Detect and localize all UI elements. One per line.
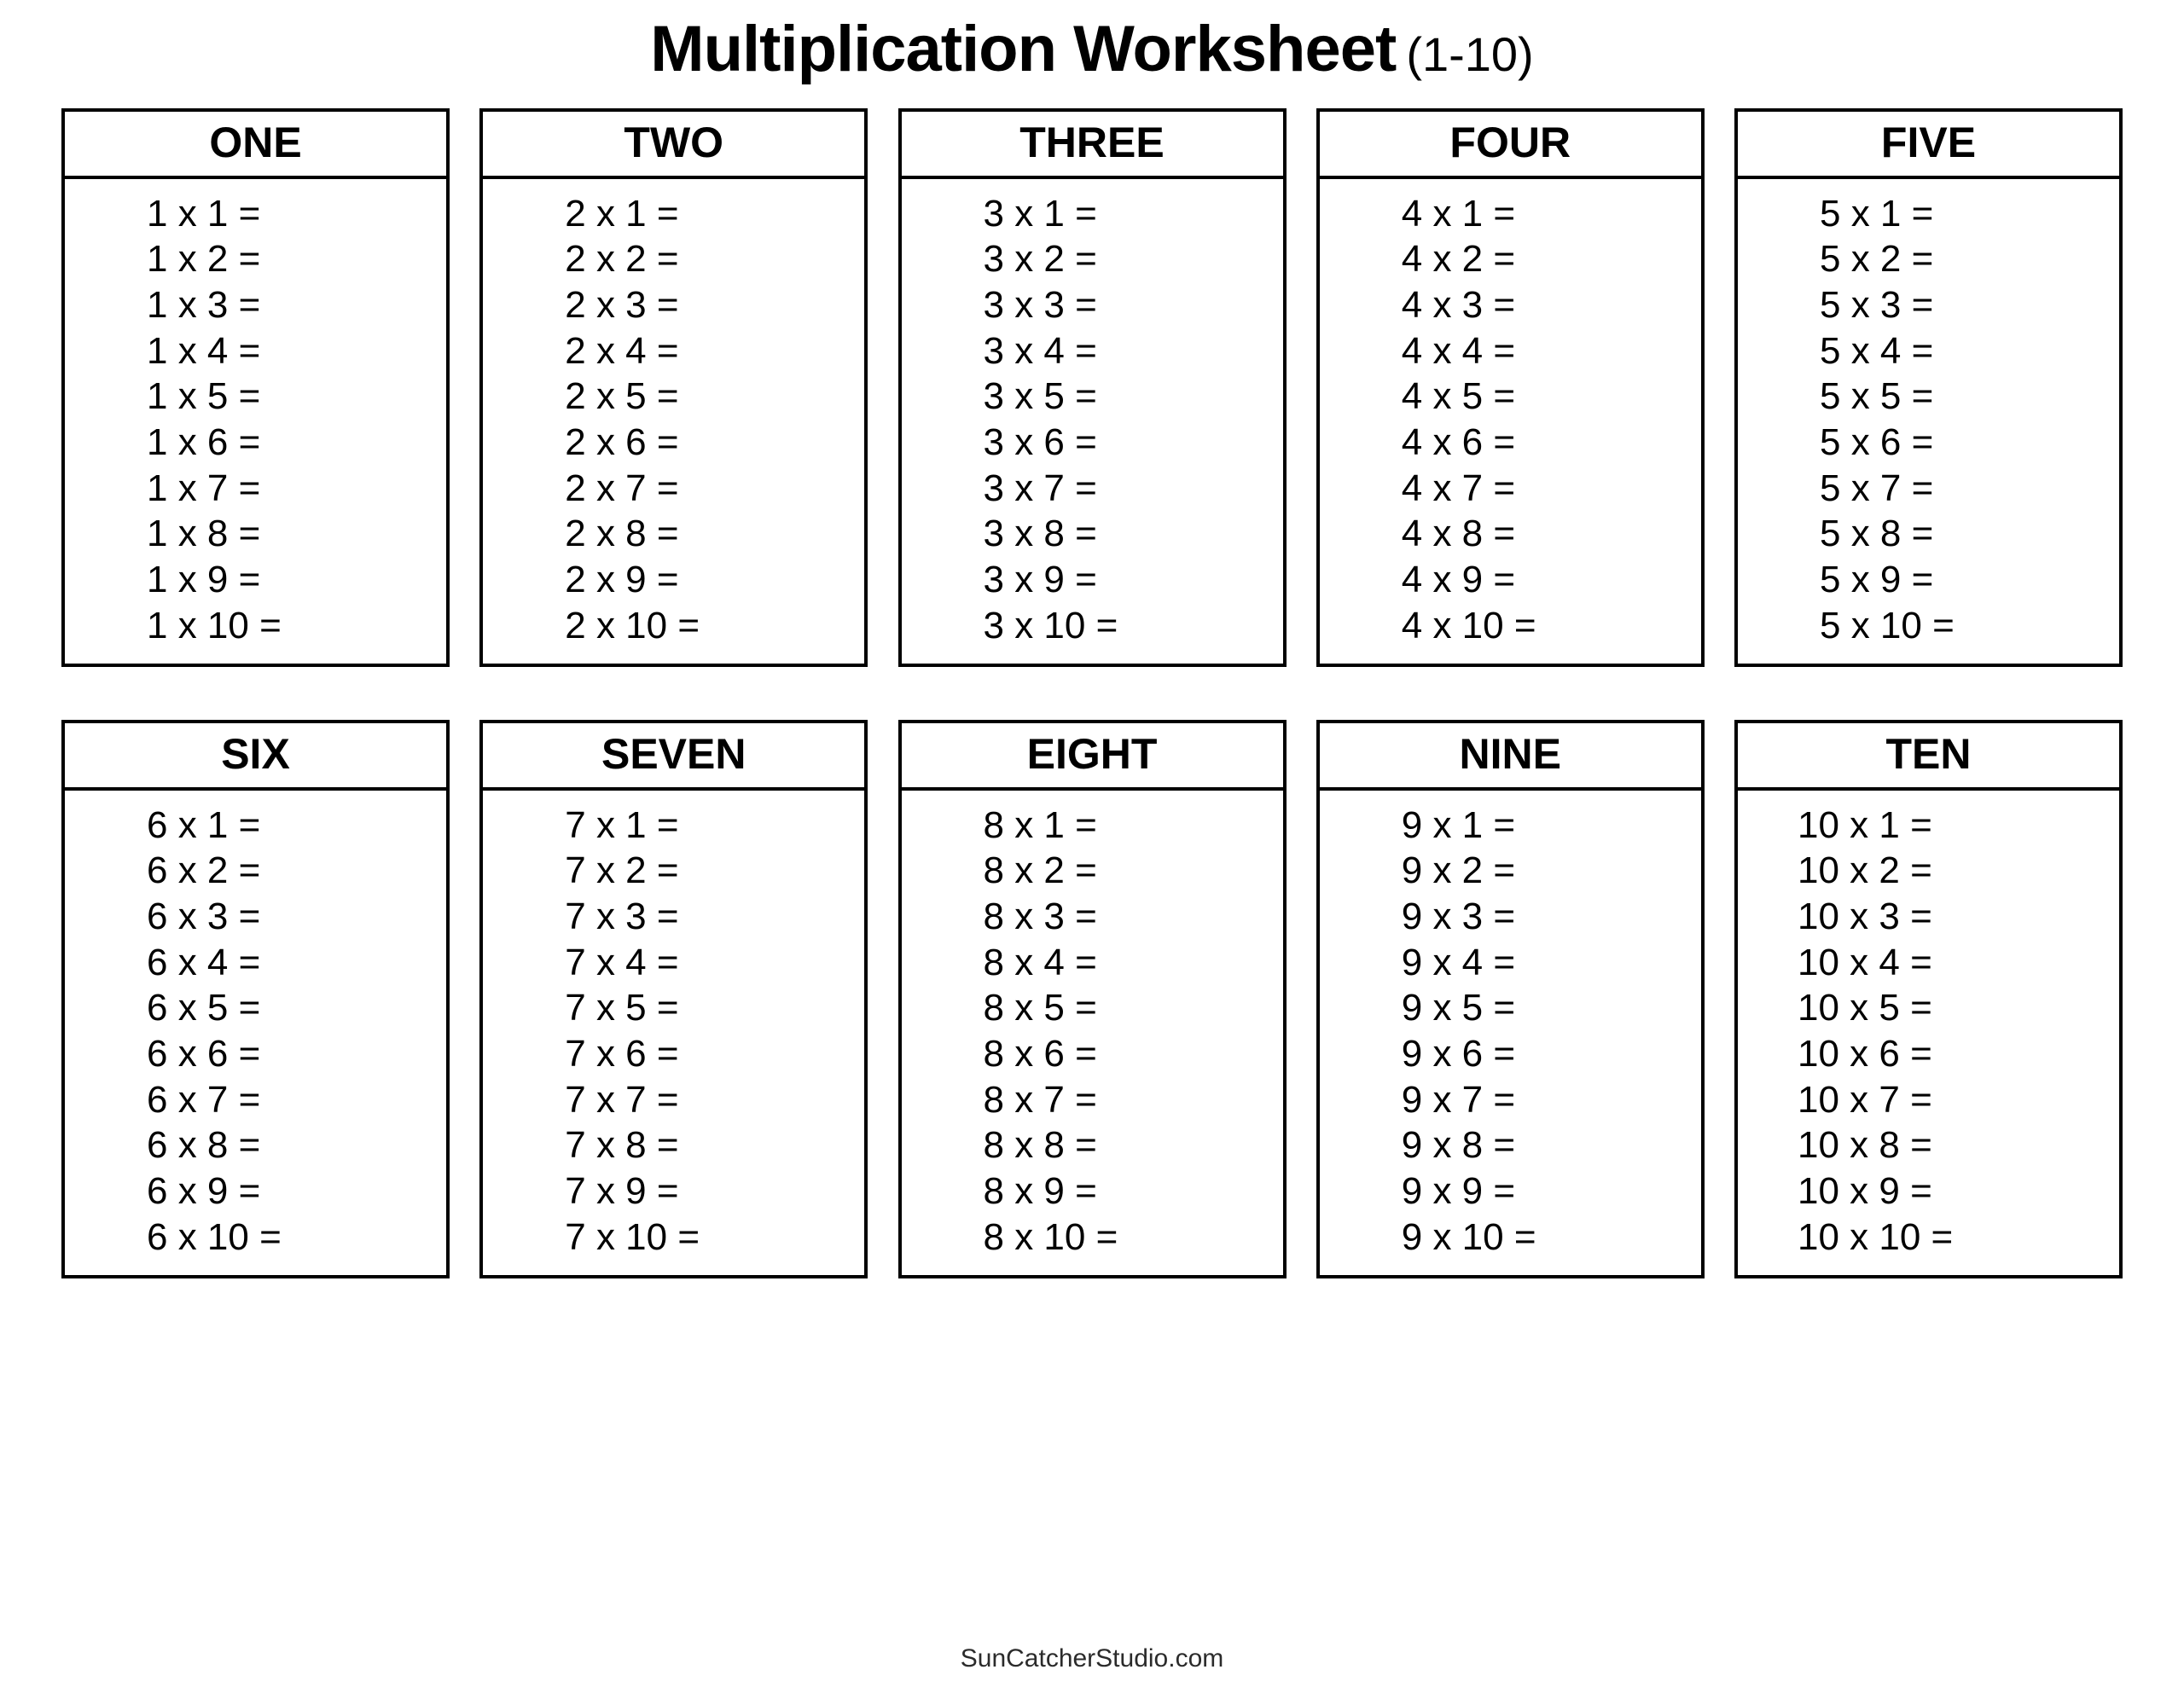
fact-row: 9 x 8 = (1401, 1124, 1516, 1167)
fact-row: 1 x 6 = (147, 420, 261, 463)
fact-row: 6 x 10 = (147, 1215, 282, 1258)
fact-row: 2 x 10 = (565, 604, 700, 646)
fact-row: 1 x 4 = (147, 329, 261, 372)
fact-row: 6 x 9 = (147, 1170, 261, 1213)
fact-row: 4 x 1 = (1401, 192, 1516, 235)
fact-row: 3 x 10 = (983, 604, 1118, 646)
fact-row: 4 x 4 = (1401, 329, 1516, 372)
fact-row: 5 x 8 = (1820, 513, 1934, 555)
fact-row: 6 x 7 = (147, 1078, 261, 1121)
fact-row: 3 x 1 = (983, 192, 1097, 235)
page-title (0, 0, 2184, 86)
fact-row: 5 x 9 = (1820, 558, 1934, 600)
fact-row: 8 x 2 = (983, 849, 1097, 892)
fact-row: 9 x 5 = (1401, 987, 1516, 1029)
table-header-nine: NINE (1320, 723, 1701, 791)
table-body-four (1320, 179, 1701, 664)
table-card-seven (479, 720, 868, 1278)
fact-row: 7 x 2 = (565, 849, 679, 892)
fact-row: 3 x 2 = (983, 238, 1097, 281)
fact-row: 7 x 7 = (565, 1078, 679, 1121)
fact-row: 4 x 5 = (1401, 375, 1516, 418)
table-card-two (479, 108, 868, 667)
table-header-seven: SEVEN (483, 723, 864, 791)
fact-row: 1 x 7 = (147, 467, 261, 509)
table-body-one (65, 179, 446, 664)
fact-row: 1 x 10 = (147, 604, 282, 646)
fact-row: 5 x 1 = (1820, 192, 1934, 235)
fact-row: 6 x 2 = (147, 849, 261, 892)
fact-row: 2 x 9 = (565, 558, 679, 600)
page-title-main: Multiplication Worksheet (650, 13, 1397, 85)
table-header-two: TWO (483, 112, 864, 179)
table-card-eight (898, 720, 1287, 1278)
fact-row: 5 x 3 = (1820, 283, 1934, 326)
fact-row: 3 x 3 = (983, 283, 1097, 326)
fact-row: 5 x 2 = (1820, 238, 1934, 281)
table-body-seven (483, 791, 864, 1276)
fact-row: 8 x 6 = (983, 1033, 1097, 1075)
fact-row: 5 x 10 = (1820, 604, 1955, 646)
fact-row: 4 x 2 = (1401, 238, 1516, 281)
fact-row: 8 x 4 = (983, 941, 1097, 983)
fact-row: 10 x 9 = (1798, 1170, 1932, 1213)
fact-row: 6 x 8 = (147, 1124, 261, 1167)
fact-row: 10 x 8 = (1798, 1124, 1932, 1167)
table-card-ten (1734, 720, 2123, 1278)
fact-row: 2 x 1 = (565, 192, 679, 235)
fact-row: 4 x 3 = (1401, 283, 1516, 326)
fact-row: 2 x 2 = (565, 238, 679, 281)
fact-row: 3 x 5 = (983, 375, 1097, 418)
page-title-range: (1-10) (1406, 27, 1534, 81)
fact-row: 8 x 10 = (983, 1215, 1118, 1258)
fact-row: 1 x 1 = (147, 192, 261, 235)
fact-row: 2 x 6 = (565, 420, 679, 463)
fact-row: 9 x 9 = (1401, 1170, 1516, 1213)
fact-row: 2 x 3 = (565, 283, 679, 326)
fact-row: 3 x 9 = (983, 558, 1097, 600)
fact-row: 8 x 3 = (983, 896, 1097, 938)
fact-row: 2 x 8 = (565, 513, 679, 555)
table-header-ten: TEN (1738, 723, 2119, 791)
fact-row: 10 x 10 = (1798, 1215, 1954, 1258)
fact-row: 7 x 5 = (565, 987, 679, 1029)
fact-row: 10 x 3 = (1798, 896, 1932, 938)
fact-row: 1 x 8 = (147, 513, 261, 555)
table-header-five: FIVE (1738, 112, 2119, 179)
fact-row: 9 x 1 = (1401, 803, 1516, 846)
table-card-one (61, 108, 450, 667)
fact-row: 2 x 5 = (565, 375, 679, 418)
table-header-three: THREE (902, 112, 1283, 179)
table-header-four: FOUR (1320, 112, 1701, 179)
table-body-three (902, 179, 1283, 664)
fact-row: 6 x 4 = (147, 941, 261, 983)
fact-row: 9 x 6 = (1401, 1033, 1516, 1075)
fact-row: 5 x 6 = (1820, 420, 1934, 463)
table-header-one: ONE (65, 112, 446, 179)
table-card-nine (1316, 720, 1705, 1278)
fact-row: 6 x 6 = (147, 1033, 261, 1075)
fact-row: 5 x 5 = (1820, 375, 1934, 418)
fact-row: 10 x 6 = (1798, 1033, 1932, 1075)
fact-row: 3 x 4 = (983, 329, 1097, 372)
fact-row: 4 x 10 = (1401, 604, 1536, 646)
fact-row: 7 x 8 = (565, 1124, 679, 1167)
fact-row: 9 x 3 = (1401, 896, 1516, 938)
fact-row: 10 x 7 = (1798, 1078, 1932, 1121)
table-card-four (1316, 108, 1705, 667)
fact-row: 1 x 2 = (147, 238, 261, 281)
table-body-five (1738, 179, 2119, 664)
fact-row: 2 x 7 = (565, 467, 679, 509)
table-body-nine (1320, 791, 1701, 1276)
fact-row: 9 x 4 = (1401, 941, 1516, 983)
fact-row: 4 x 6 = (1401, 420, 1516, 463)
fact-row: 5 x 4 = (1820, 329, 1934, 372)
table-body-six (65, 791, 446, 1276)
fact-row: 8 x 5 = (983, 987, 1097, 1029)
fact-row: 7 x 1 = (565, 803, 679, 846)
fact-row: 7 x 3 = (565, 896, 679, 938)
table-header-eight: EIGHT (902, 723, 1283, 791)
fact-row: 3 x 6 = (983, 420, 1097, 463)
table-body-ten (1738, 791, 2119, 1276)
fact-row: 1 x 5 = (147, 375, 261, 418)
fact-row: 1 x 9 = (147, 558, 261, 600)
fact-row: 6 x 5 = (147, 987, 261, 1029)
fact-row: 6 x 3 = (147, 896, 261, 938)
tables-row-two (61, 720, 2123, 1278)
table-body-two (483, 179, 864, 664)
fact-row: 2 x 4 = (565, 329, 679, 372)
fact-row: 4 x 7 = (1401, 467, 1516, 509)
fact-row: 10 x 5 = (1798, 987, 1932, 1029)
fact-row: 6 x 1 = (147, 803, 261, 846)
table-card-six (61, 720, 450, 1278)
fact-row: 8 x 8 = (983, 1124, 1097, 1167)
footer-credit: SunCatcherStudio.com (960, 1644, 1224, 1673)
fact-row: 7 x 6 = (565, 1033, 679, 1075)
tables-grid (0, 108, 2184, 1278)
fact-row: 4 x 8 = (1401, 513, 1516, 555)
fact-row: 7 x 10 = (565, 1215, 700, 1258)
fact-row: 9 x 10 = (1401, 1215, 1536, 1258)
fact-row: 10 x 4 = (1798, 941, 1932, 983)
table-card-three (898, 108, 1287, 667)
fact-row: 10 x 2 = (1798, 849, 1932, 892)
fact-row: 7 x 4 = (565, 941, 679, 983)
fact-row: 1 x 3 = (147, 283, 261, 326)
tables-row-one (61, 108, 2123, 667)
fact-row: 8 x 1 = (983, 803, 1097, 846)
table-body-eight (902, 791, 1283, 1276)
fact-row: 3 x 8 = (983, 513, 1097, 555)
fact-row: 9 x 7 = (1401, 1078, 1516, 1121)
fact-row: 7 x 9 = (565, 1170, 679, 1213)
fact-row: 8 x 9 = (983, 1170, 1097, 1213)
fact-row: 10 x 1 = (1798, 803, 1932, 846)
table-header-six: SIX (65, 723, 446, 791)
fact-row: 8 x 7 = (983, 1078, 1097, 1121)
fact-row: 3 x 7 = (983, 467, 1097, 509)
table-card-five (1734, 108, 2123, 667)
fact-row: 9 x 2 = (1401, 849, 1516, 892)
fact-row: 4 x 9 = (1401, 558, 1516, 600)
fact-row: 5 x 7 = (1820, 467, 1934, 509)
